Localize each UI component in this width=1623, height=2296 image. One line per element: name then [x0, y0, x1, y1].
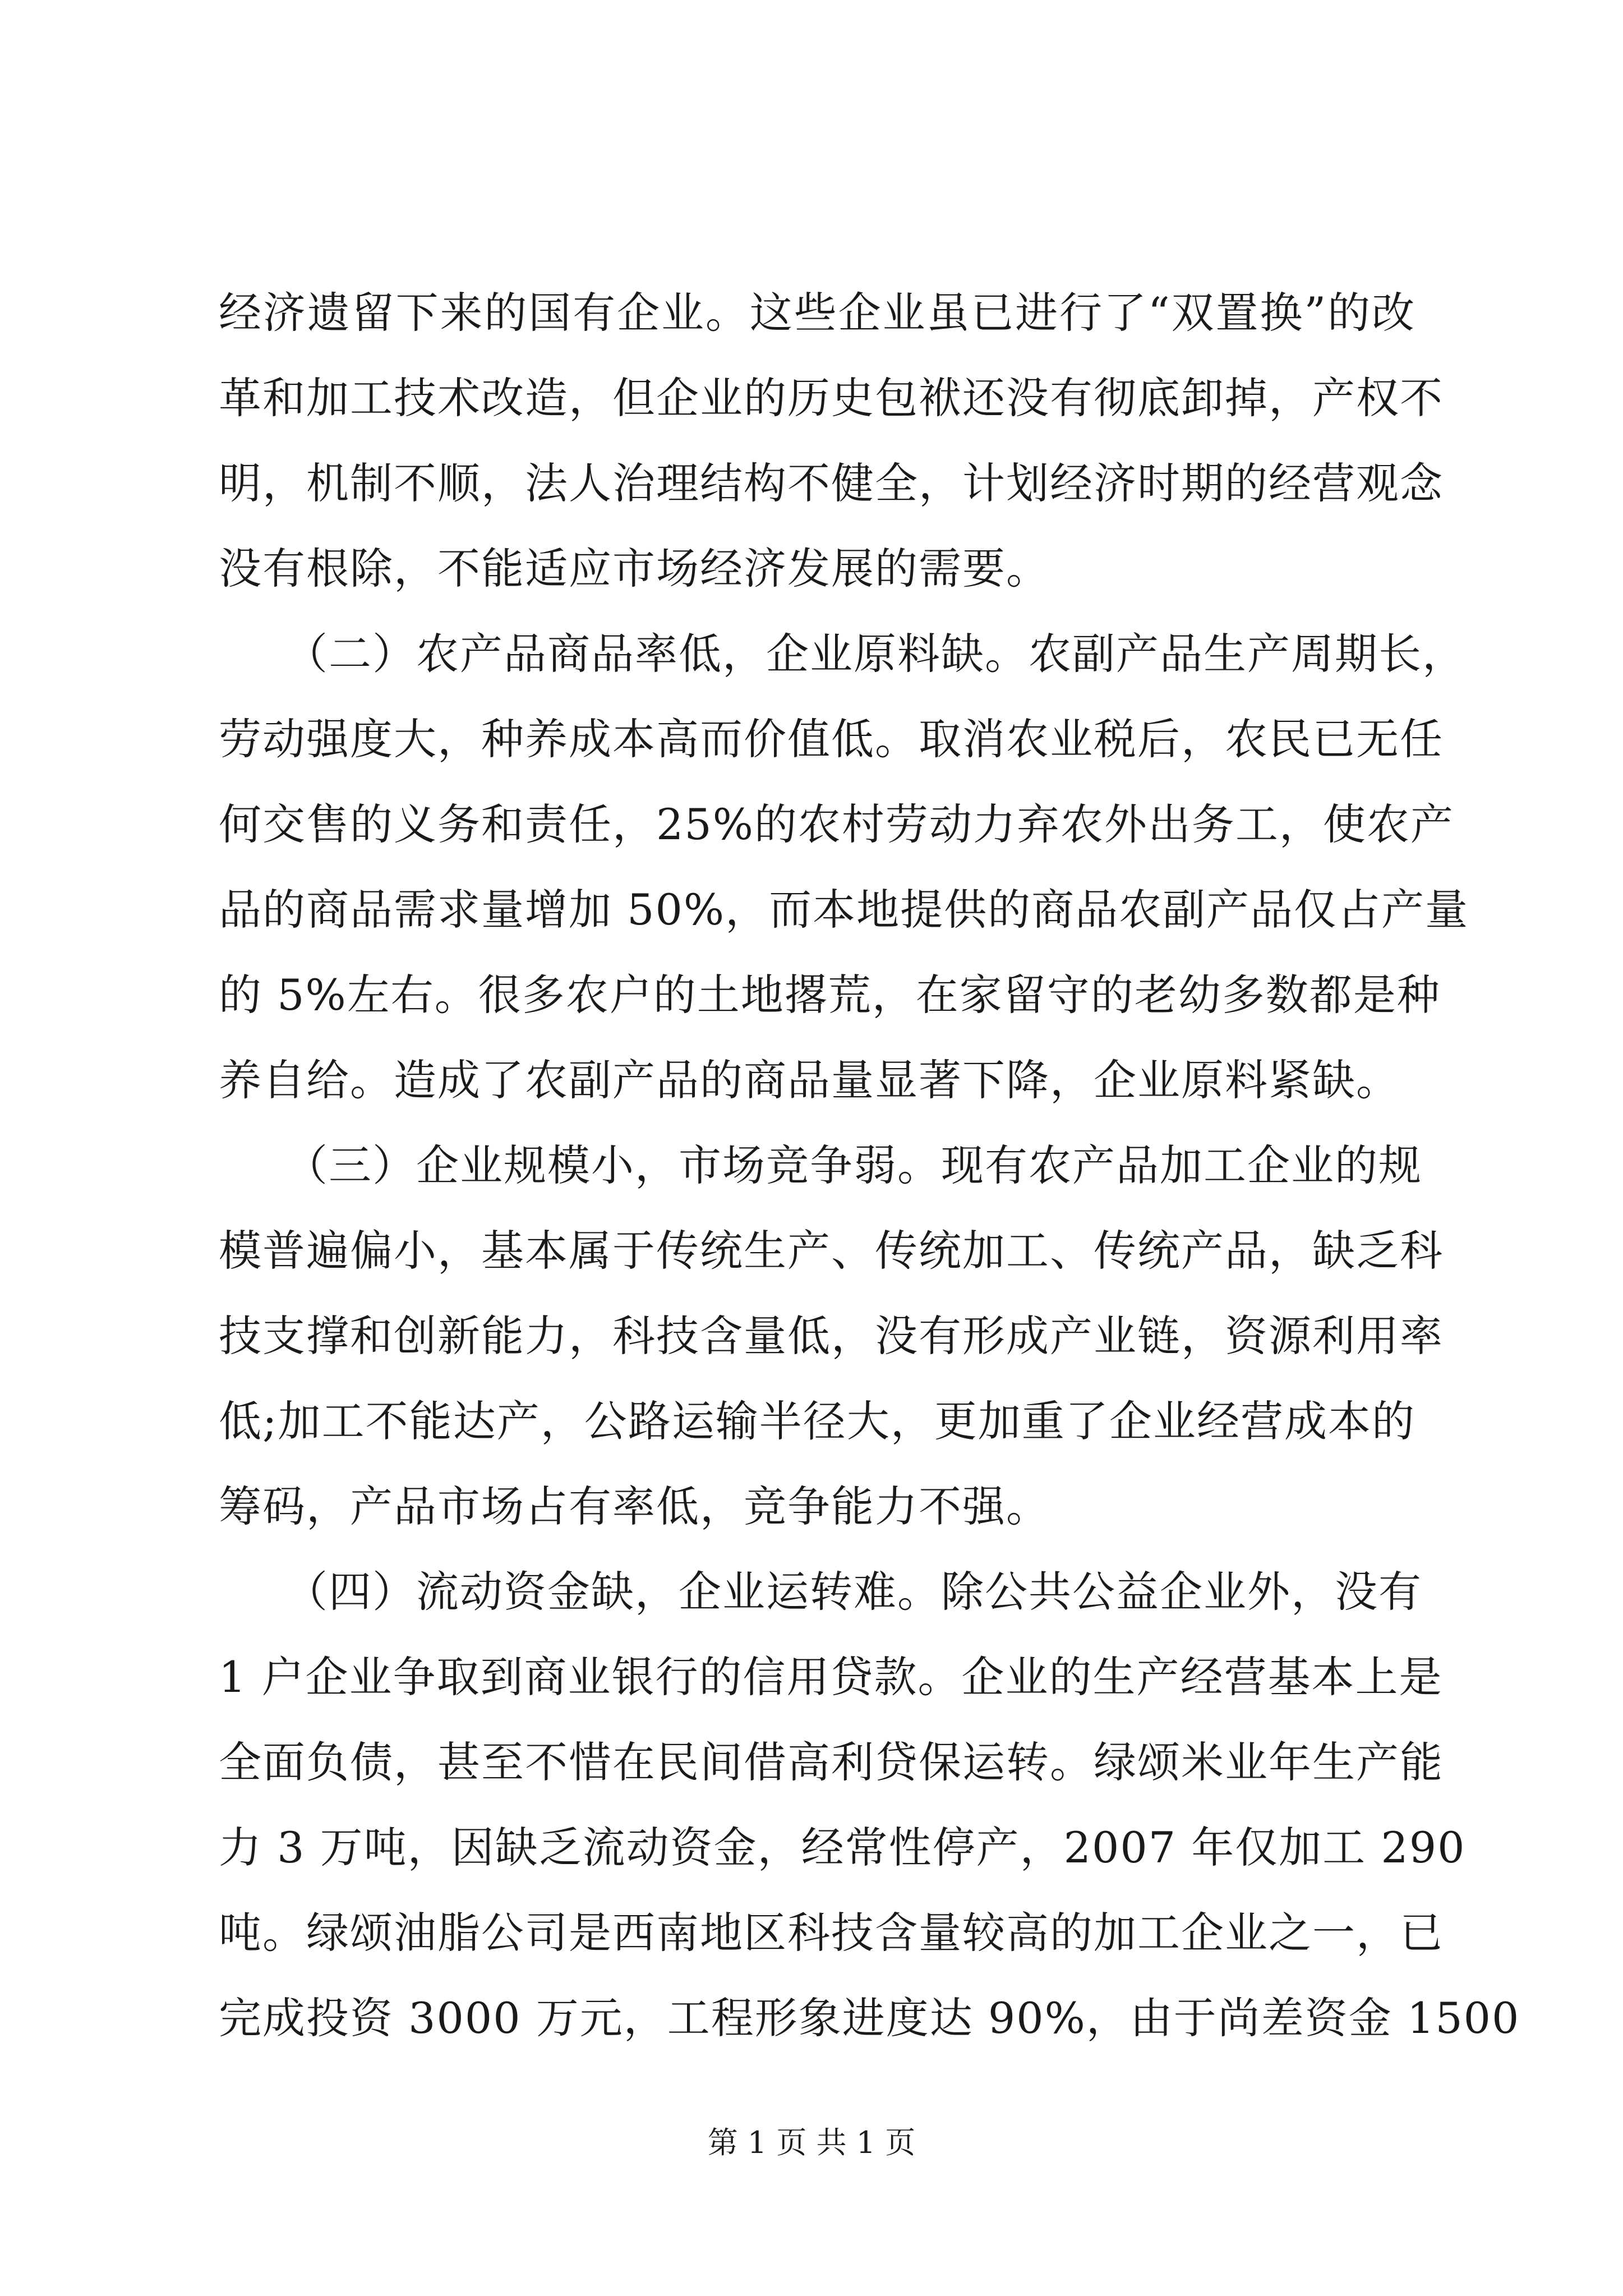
text-line: （三）企业规模小，市场竞争弱。现有农产品加工企业的规: [219, 1140, 1422, 1190]
page-footer: 第 1 页 共 1 页: [707, 2125, 916, 2160]
text-line: 低;加工不能达产，公路运输半径大，更加重了企业经营成本的: [219, 1396, 1415, 1446]
text-line: 技支撑和创新能力，科技含量低，没有形成产业链，资源利用率: [219, 1311, 1444, 1361]
text-line: 没有根除，不能适应市场经济发展的需要。: [219, 544, 1050, 593]
text-line: 的 5%左右。很多农户的土地撂荒，在家留守的老幼多数都是种: [219, 970, 1441, 1020]
text-line: 何交售的义务和责任，25%的农村劳动力弃农外出务工，使农产: [219, 799, 1454, 849]
text-line: 模普遍偏小，基本属于传统生产、传统加工、传统产品，缺乏科: [219, 1226, 1444, 1276]
text-line: 1 户企业争取到商业银行的信用贷款。企业的生产经营基本上是: [219, 1652, 1443, 1702]
text-line: （四）流动资金缺，企业运转难。除公共公益企业外，没有: [219, 1567, 1422, 1617]
text-line: 经济遗留下来的国有企业。这些企业虽已进行了“双置换”的改: [219, 288, 1415, 338]
text-line: 品的商品需求量增加 50%，而本地提供的商品农副产品仅占产量: [219, 885, 1469, 935]
text-line: 养自给。造成了农副产品的商品量显著下降，企业原料紧缺。: [219, 1055, 1400, 1105]
text-line: 筹码，产品市场占有率低，竞争能力不强。: [219, 1481, 1050, 1531]
text-line: 革和加工技术改造，但企业的历史包袱还没有彻底卸掉，产权不: [219, 373, 1444, 423]
text-line: 全面负债，甚至不惜在民间借高利贷保运转。绿颂米业年生产能: [219, 1737, 1444, 1787]
text-line: 力 3 万吨，因缺乏流动资金，经常性停产，2007 年仅加工 290: [219, 1823, 1466, 1872]
text-line: 吨。绿颂油脂公司是西南地区科技含量较高的加工企业之一，已: [219, 1908, 1444, 1958]
body-text: [219, 270, 1520, 2061]
text-line: （二）农产品商品率低，企业原料缺。农副产品生产周期长，: [219, 629, 1466, 679]
text-line: 完成投资 3000 万元，工程形象进度达 90%，由于尚差资金 1500: [219, 1993, 1520, 2043]
text-line: 明，机制不顺，法人治理结构不健全，计划经济时期的经营观念: [219, 458, 1444, 508]
text-line: 劳动强度大，种养成本高而价值低。取消农业税后，农民已无任: [219, 714, 1444, 764]
